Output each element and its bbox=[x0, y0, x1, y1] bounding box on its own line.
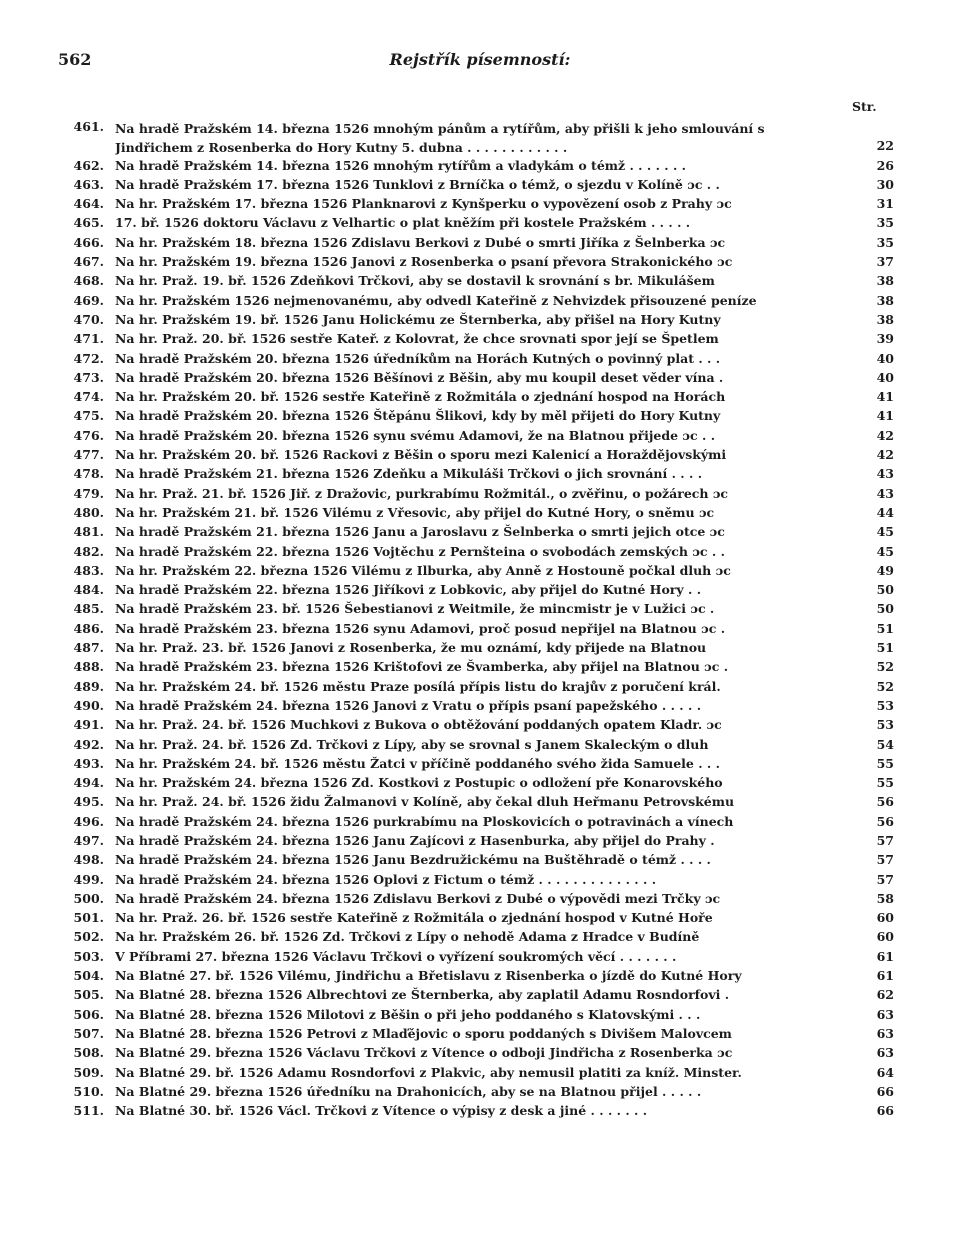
entry-number: 471. bbox=[73, 331, 104, 347]
entry-page: 66 bbox=[876, 1103, 894, 1119]
register-entry bbox=[0, 408, 960, 427]
register-entry bbox=[0, 910, 960, 929]
register-entry bbox=[0, 254, 960, 273]
entry-page: 56 bbox=[876, 813, 894, 829]
entry-page: 35 bbox=[876, 215, 894, 231]
register-entry bbox=[0, 293, 960, 312]
entry-page: 58 bbox=[876, 890, 894, 906]
entry-text: Na Blatné 30. bř. 1526 Václ. Trčkovi z Vítence o výpisy z desk a jiné . . . . . . . bbox=[115, 1103, 648, 1119]
entry-number: 497. bbox=[73, 832, 104, 848]
entry-text: Na hradě Pražském 23. března 1526 synu Adamovi, proč posud nepřijel na Blatnou ɔc . bbox=[115, 620, 726, 636]
entry-number: 462. bbox=[73, 157, 104, 173]
entry-text: V Příbrami 27. března 1526 Václavu Trčkovi o vyřízení soukromých věcí . . . . . . . bbox=[115, 948, 677, 964]
entry-text: Na hradě Pražském 24. března 1526 Oplovi z Fictum o témž . . . . . . . . . . . . . . bbox=[115, 871, 657, 887]
entry-page: 60 bbox=[876, 929, 894, 945]
entry-number: 503. bbox=[73, 948, 104, 964]
entry-text: Na hradě Pražském 24. března 1526 Janovi z Vratu o přípis psaní papežského . . . . . bbox=[115, 697, 702, 713]
register-entry bbox=[0, 698, 960, 717]
entry-text: Na Blatné 28. března 1526 Milotovi z Běšin o při jeho poddaného s Klatovskými . . . bbox=[115, 1006, 701, 1022]
entry-number: 499. bbox=[73, 871, 104, 887]
entry-text: Na hradě Pražském 17. března 1526 Tunklovi z Brníčka o témž, o sjezdu v Kolíně ɔc . . bbox=[115, 176, 720, 192]
entry-number: 466. bbox=[73, 234, 104, 250]
entry-page: 37 bbox=[876, 254, 894, 270]
entry-text: Na hradě Pražském 20. března 1526 Štěpánu Šlikovi, kdy by měl přijeti do Hory Kutny bbox=[115, 408, 721, 424]
entry-number: 491. bbox=[73, 717, 104, 733]
register-entry bbox=[0, 447, 960, 466]
entry-number: 481. bbox=[73, 524, 104, 540]
register-entry bbox=[0, 235, 960, 254]
entry-page: 61 bbox=[876, 948, 894, 964]
entry-number: 508. bbox=[73, 1045, 104, 1061]
entry-number: 501. bbox=[73, 910, 104, 926]
running-title: Rejstřík písemností: bbox=[389, 50, 571, 69]
entry-page: 45 bbox=[876, 524, 894, 540]
register-entry bbox=[0, 814, 960, 833]
entry-text: Na Blatné 29. bř. 1526 Adamu Rosndorfovi z Plakvic, aby nemusil platiti za kníž. Minster. bbox=[115, 1064, 742, 1080]
entry-page: 55 bbox=[876, 755, 894, 771]
entry-page: 38 bbox=[876, 292, 894, 308]
entry-text: Na hr. Pražském 20. bř. 1526 Rackovi z Běšin o sporu mezi Kalenicí a Horaždějovskými bbox=[115, 447, 727, 463]
entry-number: 485. bbox=[73, 601, 104, 617]
entry-number: 480. bbox=[73, 504, 104, 520]
entry-number: 494. bbox=[73, 775, 104, 791]
entry-text: Na Blatné 29. března 1526 Václavu Trčkovi z Vítence o odboji Jindřicha z Rosenberka ɔc bbox=[115, 1045, 733, 1061]
entry-number: 490. bbox=[73, 697, 104, 713]
entry-text: Na hradě Pražském 24. března 1526 Janu Zajícovi z Hasenburka, aby přijel do Prahy . bbox=[115, 832, 715, 848]
register-entry bbox=[0, 563, 960, 582]
entry-page: 64 bbox=[876, 1064, 894, 1080]
entry-number: 465. bbox=[73, 215, 104, 231]
entry-number: 505. bbox=[73, 987, 104, 1003]
entry-number: 472. bbox=[73, 350, 104, 366]
register-entry bbox=[0, 389, 960, 408]
entry-number: 479. bbox=[73, 485, 104, 501]
entry-page: 57 bbox=[876, 832, 894, 848]
entry-number: 477. bbox=[73, 447, 104, 463]
register-entry bbox=[0, 196, 960, 215]
entry-page: 55 bbox=[876, 775, 894, 791]
entry-page: 52 bbox=[876, 659, 894, 675]
entry-text: Na hr. Pražském 20. bř. 1526 sestře Kateřině z Rožmitála o zjednání hospod na Horách bbox=[115, 389, 726, 405]
entry-number: 483. bbox=[73, 562, 104, 578]
entry-text: Na hradě Pražském 24. března 1526 Janu Bezdružickému na Buštěhradě o témž . . . . bbox=[115, 852, 711, 868]
entry-text: Na hr. Pražském 24. března 1526 Zd. Kostkovi z Postupic o odložení pře Konarovského bbox=[115, 775, 723, 791]
entry-page: 54 bbox=[876, 736, 894, 752]
entry-number: 506. bbox=[73, 1006, 104, 1022]
entry-page: 49 bbox=[876, 562, 894, 578]
register-entry bbox=[0, 486, 960, 505]
entry-number: 493. bbox=[73, 755, 104, 771]
entry-page: 43 bbox=[876, 466, 894, 482]
entry-text: Na hr. Pražském 24. bř. 1526 městu Praze posílá přípis listu do krajův z poručení král. bbox=[115, 678, 721, 694]
entry-page: 38 bbox=[876, 273, 894, 289]
register-entry bbox=[0, 158, 960, 177]
entry-text: Na hr. Praž. 24. bř. 1526 Muchkovi z Bukova o obtěžování poddaných opatem Kladr. ɔc bbox=[115, 717, 722, 733]
entry-page: 51 bbox=[876, 640, 894, 656]
entry-number: 463. bbox=[73, 176, 104, 192]
entry-number: 467. bbox=[73, 254, 104, 270]
entry-number: 498. bbox=[73, 852, 104, 868]
entry-number: 474. bbox=[73, 389, 104, 405]
entry-text: Na hr. Praž. 21. bř. 1526 Jiř. z Dražovic, purkrabímu Rožmitál., o zvěřinu, o požárech ɔc bbox=[115, 485, 729, 501]
register-entry bbox=[0, 621, 960, 640]
entry-text: Na hradě Pražském 14. března 1526 mnohým pánům a rytířům, aby přišli k jeho smlouvání s Jindřichem z Rosenberka do Hory Kutny 5. dubna . . . . . . . . . . . . bbox=[115, 121, 765, 156]
entry-page: 66 bbox=[876, 1083, 894, 1099]
entry-text: Na Blatné 28. března 1526 Petrovi z Mlaďějovic o sporu poddaných s Divišem Malovcem bbox=[115, 1025, 732, 1041]
entry-page: 50 bbox=[876, 601, 894, 617]
entry-number: 468. bbox=[73, 273, 104, 289]
register-entry bbox=[0, 215, 960, 234]
register-entry bbox=[0, 1007, 960, 1026]
entry-page: 52 bbox=[876, 678, 894, 694]
entry-number: 461. bbox=[73, 119, 104, 134]
entry-number: 509. bbox=[73, 1064, 104, 1080]
entry-text: Na hr. Praž. 19. bř. 1526 Zdeňkovi Trčkovi, aby se dostavil k srovnání s br. Mikulášem bbox=[115, 273, 715, 289]
entry-number: 469. bbox=[73, 292, 104, 308]
entry-page: 57 bbox=[876, 852, 894, 868]
register-entry bbox=[0, 428, 960, 447]
register-entry bbox=[0, 582, 960, 601]
register-entry bbox=[0, 968, 960, 987]
entry-page: 40 bbox=[876, 369, 894, 385]
register-entry bbox=[0, 601, 960, 620]
entry-page: 53 bbox=[876, 697, 894, 713]
entry-number: 496. bbox=[73, 813, 104, 829]
register-entry bbox=[0, 331, 960, 350]
entry-text: Na hr. Pražském 19. března 1526 Janovi z Rosenberka o psaní převora Strakonického ɔc bbox=[115, 254, 733, 270]
register-entry bbox=[0, 737, 960, 756]
entry-text: Na hr. Praž. 20. bř. 1526 sestře Kateř. z Kolovrat, že chce srovnati spor její se Špetlem bbox=[115, 331, 719, 347]
register-entry bbox=[0, 466, 960, 485]
entry-page: 63 bbox=[876, 1025, 894, 1041]
register-entry bbox=[0, 872, 960, 891]
entry-page: 30 bbox=[876, 176, 894, 192]
entry-page: 42 bbox=[876, 447, 894, 463]
entry-page: 26 bbox=[876, 157, 894, 173]
entry-page: 63 bbox=[876, 1006, 894, 1022]
entry-text: Na hradě Pražském 20. března 1526 Běšínovi z Běšin, aby mu koupil deset věder vína . bbox=[115, 369, 724, 385]
entry-text: Na hr. Praž. 26. bř. 1526 sestře Kateřině z Rožmitála o zjednání hospod v Kutné Hoře bbox=[115, 910, 713, 926]
entry-number: 495. bbox=[73, 794, 104, 810]
register-entry bbox=[0, 312, 960, 331]
register-entry bbox=[0, 1084, 960, 1103]
entry-number: 510. bbox=[73, 1083, 104, 1099]
register-entry bbox=[0, 659, 960, 678]
entry-text: Na hradě Pražském 21. března 1526 Zdeňku a Mikuláši Trčkovi o jich srovnání . . . . bbox=[115, 466, 703, 482]
entry-page: 40 bbox=[876, 350, 894, 366]
entry-text: Na Blatné 27. bř. 1526 Vilému, Jindřichu a Břetislavu z Risenberka o jízdě do Kutné Hory bbox=[115, 968, 742, 984]
entry-page: 43 bbox=[876, 485, 894, 501]
register-list bbox=[0, 119, 960, 1122]
register-entry bbox=[0, 852, 960, 871]
entry-number: 476. bbox=[73, 427, 104, 443]
register-entry bbox=[0, 949, 960, 968]
entry-page: 60 bbox=[876, 910, 894, 926]
entry-page: 50 bbox=[876, 582, 894, 598]
register-entry bbox=[0, 987, 960, 1006]
register-entry bbox=[0, 1103, 960, 1122]
entry-text: Na Blatné 29. března 1526 úředníku na Drahonicích, aby se na Blatnou přijel . . . . . bbox=[115, 1083, 702, 1099]
entry-text: Na hradě Pražském 21. března 1526 Janu a Jaroslavu z Šelnberka o smrti jejich otce ɔc bbox=[115, 524, 725, 540]
entry-number: 482. bbox=[73, 543, 104, 559]
entry-text: Na hr. Pražském 17. března 1526 Planknarovi z Kynšperku o vypovězení osob z Prahy ɔc bbox=[115, 196, 732, 212]
entry-number: 484. bbox=[73, 582, 104, 598]
entry-page: 42 bbox=[876, 427, 894, 443]
entry-text: Na hradě Pražském 20. března 1526 úředníkům na Horách Kutných o povinný plat . . . bbox=[115, 350, 721, 366]
register-entry bbox=[0, 833, 960, 852]
entry-text: Na hr. Praž. 23. bř. 1526 Janovi z Rosenberka, že mu oznámí, kdy přijede na Blatnou bbox=[115, 640, 707, 656]
entry-text: Na hr. Pražském 24. bř. 1526 městu Žatci v příčině poddaného svého žida Samuele . . . bbox=[115, 755, 720, 771]
entry-page: 35 bbox=[876, 234, 894, 250]
entry-number: 507. bbox=[73, 1025, 104, 1041]
entry-text: Na hr. Praž. 24. bř. 1526 židu Žalmanovi v Kolíně, aby čekal dluh Heřmanu Petrovskému bbox=[115, 794, 735, 810]
register-entry bbox=[0, 1045, 960, 1064]
entry-text: Na hradě Pražském 14. března 1526 mnohým rytířům a vladykám o témž . . . . . . . bbox=[115, 157, 687, 173]
entry-page: 53 bbox=[876, 717, 894, 733]
entry-text: Na hradě Pražském 22. března 1526 Vojtěchu z Pernšteina o svobodách zemských ɔc . . bbox=[115, 543, 725, 559]
entry-number: 475. bbox=[73, 408, 104, 424]
entry-number: 511. bbox=[73, 1103, 104, 1119]
entry-page: 38 bbox=[876, 311, 894, 327]
entry-page: 39 bbox=[876, 331, 894, 347]
register-entry bbox=[0, 640, 960, 659]
entry-text: Na hr. Pražském 1526 nejmenovanému, aby odvedl Kateřině z Nehvizdek přisouzené peníze bbox=[115, 292, 757, 308]
entry-number: 492. bbox=[73, 736, 104, 752]
entry-text: Na hr. Pražském 18. března 1526 Zdislavu Berkovi z Dubé o smrti Jiříka z Šelnberka ɔc bbox=[115, 234, 726, 250]
entry-text: Na hr. Praž. 24. bř. 1526 Zd. Trčkovi z Lípy, aby se srovnal s Janem Skaleckým o dluh bbox=[115, 736, 709, 752]
register-entry bbox=[0, 891, 960, 910]
page-number: 562 bbox=[58, 50, 92, 69]
entry-text: Na hr. Pražském 19. bř. 1526 Janu Holickému ze Šternberka, aby přišel na Hory Kutny bbox=[115, 311, 721, 327]
entry-text: Na hradě Pražském 24. března 1526 Zdislavu Berkovi z Dubé o výpovědi mezi Trčky ɔc bbox=[115, 890, 721, 906]
register-entry bbox=[0, 524, 960, 543]
entry-text: Na Blatné 28. března 1526 Albrechtovi ze Šternberka, aby zaplatil Adamu Rosndorfovi . bbox=[115, 987, 730, 1003]
entry-number: 478. bbox=[73, 466, 104, 482]
entry-number: 464. bbox=[73, 196, 104, 212]
entry-page: 57 bbox=[876, 871, 894, 887]
register-entry bbox=[0, 717, 960, 736]
entry-text: Na hr. Pražském 21. bř. 1526 Vilému z Vřesovic, aby přijel do Kutné Hory, o sněmu ɔc bbox=[115, 504, 715, 520]
entry-number: 470. bbox=[73, 311, 104, 327]
register-entry bbox=[0, 119, 960, 158]
entry-page: 44 bbox=[876, 504, 894, 520]
register-entry bbox=[0, 544, 960, 563]
entry-page: 41 bbox=[876, 389, 894, 405]
register-entry bbox=[0, 756, 960, 775]
entry-page: 61 bbox=[876, 968, 894, 984]
entry-number: 502. bbox=[73, 929, 104, 945]
entry-page: 56 bbox=[876, 794, 894, 810]
entry-text: 17. bř. 1526 doktoru Václavu z Velhartic o plat kněžím při kostele Pražském . . . . . bbox=[115, 215, 691, 231]
entry-text: Na hr. Pražském 22. března 1526 Vilému z Ilburka, aby Anně z Hostouně počkal dluh ɔc bbox=[115, 562, 731, 578]
register-entry bbox=[0, 775, 960, 794]
entry-text: Na hr. Pražském 26. bř. 1526 Zd. Trčkovi z Lípy o nehodě Adama z Hradce v Budíně bbox=[115, 929, 700, 945]
entry-page: 41 bbox=[876, 408, 894, 424]
entry-text: Na hradě Pražském 24. března 1526 purkrabímu na Ploskovicích o potravinách a vínech bbox=[115, 813, 734, 829]
entry-text: Na hradě Pražském 22. března 1526 Jiříkovi z Lobkovic, aby přijel do Kutné Hory . . bbox=[115, 582, 702, 598]
entry-page: 51 bbox=[876, 620, 894, 636]
entry-page: 63 bbox=[876, 1045, 894, 1061]
register-entry bbox=[0, 351, 960, 370]
entry-page: 45 bbox=[876, 543, 894, 559]
entry-page: 22 bbox=[876, 138, 894, 154]
entry-number: 486. bbox=[73, 620, 104, 636]
register-entry bbox=[0, 1026, 960, 1045]
entry-number: 487. bbox=[73, 640, 104, 656]
entry-number: 504. bbox=[73, 968, 104, 984]
page-column-label: Str. bbox=[852, 99, 877, 114]
entry-text: Na hradě Pražském 23. března 1526 Krištofovi ze Švamberka, aby přijel na Blatnou ɔc . bbox=[115, 659, 729, 675]
register-entry bbox=[0, 679, 960, 698]
register-entry bbox=[0, 1065, 960, 1084]
register-entry bbox=[0, 273, 960, 292]
entry-page: 31 bbox=[876, 196, 894, 212]
entry-page: 62 bbox=[876, 987, 894, 1003]
entry-number: 488. bbox=[73, 659, 104, 675]
entry-text: Na hradě Pražském 20. března 1526 synu svému Adamovi, že na Blatnou přijede ɔc . . bbox=[115, 427, 716, 443]
entry-number: 489. bbox=[73, 678, 104, 694]
entry-text: Na hradě Pražském 23. bř. 1526 Šebestianovi z Weitmile, že mincmistr je v Lužici ɔc . bbox=[115, 601, 715, 617]
register-entry bbox=[0, 794, 960, 813]
register-entry bbox=[0, 929, 960, 948]
entry-number: 473. bbox=[73, 369, 104, 385]
register-entry bbox=[0, 505, 960, 524]
register-entry bbox=[0, 177, 960, 196]
entry-number: 500. bbox=[73, 890, 104, 906]
register-entry bbox=[0, 370, 960, 389]
